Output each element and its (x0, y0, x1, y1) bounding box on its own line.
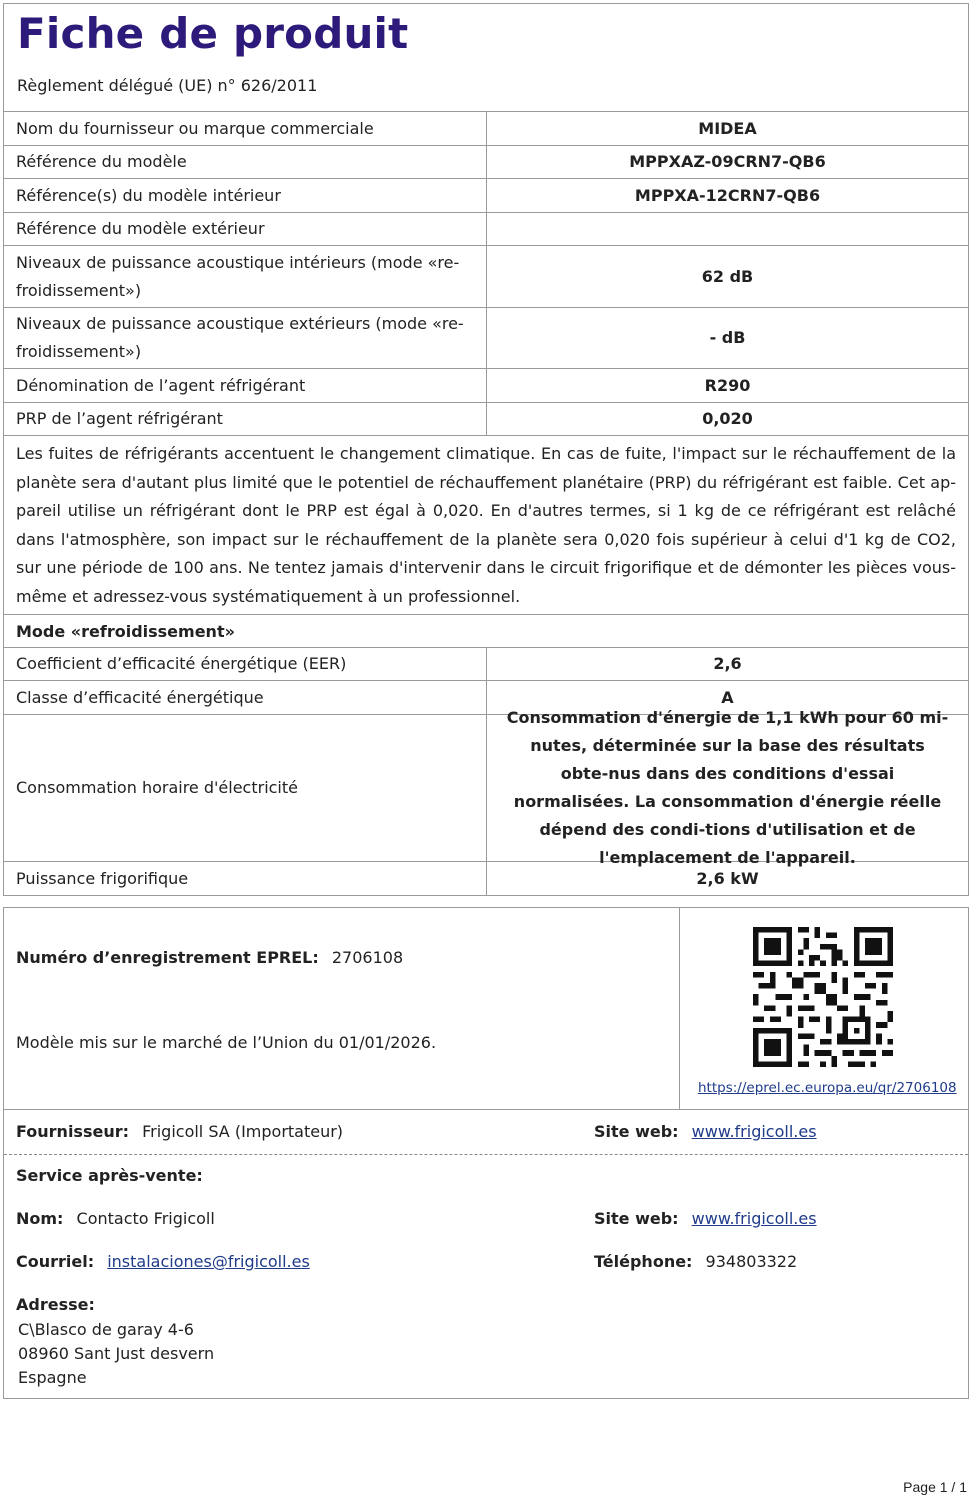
dashed-divider (4, 1154, 968, 1155)
spec-label: Nom du fournisseur ou marque commerciale (4, 112, 487, 145)
eprel-section (4, 908, 968, 1110)
spec-row-outdoor-sound (4, 308, 968, 369)
registration-and-contact-box (3, 907, 969, 1399)
address-line-3: Espagne (18, 1368, 87, 1387)
spec-row-gwp (4, 403, 968, 436)
page-number: Page 1 / 1 (903, 1479, 967, 1495)
spec-value: Consommation d'énergie de 1,1 kWh pour 60 mi-nutes, déterminée sur la base des résultats obte-nus dans des conditions d'essai normalisées. La consommation d'énergie réelle dépend des condi-tions d'utilisation et de l'emplacement de l'appareil. (506, 708, 949, 867)
supplier-web-label: Site web: (594, 1122, 679, 1141)
spec-label: PRP de l’agent réfrigérant (4, 403, 487, 435)
supplier-name: Frigicoll SA (Importateur) (142, 1122, 344, 1141)
regulation-reference: Règlement délégué (UE) n° 626/2011 (4, 60, 968, 112)
cooling-mode-heading: Mode «refroidissement» (4, 615, 968, 648)
supplier-label: Fournisseur: (16, 1122, 130, 1141)
after-sales-phone: 934803322 (705, 1252, 798, 1271)
spec-value: R290 (704, 375, 751, 395)
after-sales-name-label: Nom: (16, 1209, 64, 1228)
qr-code-icon (753, 927, 893, 1067)
address-label: Adresse: (16, 1295, 95, 1314)
spec-row-outdoor-model (4, 213, 968, 246)
spec-label: Consommation horaire d'électricité (4, 715, 487, 861)
address-line-1: C\Blasco de garay 4-6 (18, 1320, 194, 1339)
spec-value: MPPXAZ-09CRN7-QB6 (629, 152, 826, 171)
after-sales-email-label: Courriel: (16, 1252, 95, 1271)
eprel-label: Numéro d’enregistrement EPREL: (16, 948, 319, 967)
spec-value: 2,6 kW (696, 868, 759, 888)
spec-label: Niveaux de puissance acoustique extérieurs (mode «re-froidissement») (4, 308, 487, 368)
spec-label: Référence(s) du modèle intérieur (4, 179, 487, 212)
address-line-2: 08960 Sant Just desvern (18, 1344, 215, 1363)
market-date: Modèle mis sur le marché de l’Union du 01/01/2026. (16, 1033, 437, 1052)
after-sales-web-label: Site web: (594, 1209, 679, 1228)
spec-value: MIDEA (698, 118, 757, 138)
spec-label: Puissance frigorifique (4, 862, 487, 895)
spec-row-indoor-model (4, 179, 968, 213)
after-sales-name-line (16, 1209, 215, 1228)
spec-value (487, 213, 968, 245)
qr-link[interactable]: https://eprel.ec.europa.eu/qr/2706108 (698, 1080, 957, 1096)
spec-value: 2,6 (713, 654, 742, 673)
spec-row-refrigerant (4, 369, 968, 403)
spec-value: 0,020 (702, 409, 753, 428)
spec-label: Niveaux de puissance acoustique intérieurs (mode «re-froidissement») (4, 246, 487, 307)
after-sales-email-line (16, 1252, 310, 1271)
supplier-web-link[interactable]: www.frigicoll.es (691, 1122, 817, 1141)
after-sales-email-link[interactable]: instalaciones@frigicoll.es (107, 1252, 310, 1271)
spec-label: Référence du modèle extérieur (4, 213, 487, 245)
eprel-info (4, 908, 680, 1109)
qr-panel (680, 908, 968, 1109)
spec-row-indoor-sound (4, 246, 968, 308)
spec-label: Dénomination de l’agent réfrigérant (4, 369, 487, 402)
supplier-line (16, 1122, 343, 1141)
spec-row-supplier (4, 112, 968, 146)
cooling-row-eer (4, 648, 968, 681)
after-sales-title: Service après-vente: (16, 1166, 203, 1185)
spec-label: Coefficient d’efficacité énergétique (EER) (4, 648, 487, 680)
after-sales-phone-line (594, 1252, 797, 1271)
spec-label: Référence du modèle (4, 146, 487, 178)
after-sales-phone-label: Téléphone: (594, 1252, 693, 1271)
refrigerant-notice: Les fuites de réfrigérants accentuent le changement climatique. En cas de fuite, l'impact sur le réchauffement de la planète sera d'autant plus limité que le potentiel de réchauffement planétaire (PRP) du réfrigérant est faible. Cet ap-pareil utilise un réfrigérant dont le PRP est égal à 0,020. En d'autres termes, si 1 kg de ce réfrigérant est relâché dans l'atmosphère, son impact sur le réchauffement de la planète sera 0,020 fois supérieur à celui d'1 kg de CO2, sur une période de 100 ans. Ne tentez jamais d'intervenir dans le circuit frigorifique et de démonter les pièces vous-même et adressez-vous systématiquement à un professionnel. (4, 436, 968, 615)
eprel-number-line (16, 948, 403, 967)
cooling-row-capacity (4, 862, 968, 895)
eprel-number: 2706108 (331, 948, 404, 967)
supplier-web-line (594, 1122, 817, 1141)
spec-value: - dB (709, 328, 746, 347)
spec-label: Classe d’efficacité énergétique (4, 681, 487, 714)
after-sales-name: Contacto Frigicoll (76, 1209, 215, 1228)
cooling-row-consumption (4, 708, 968, 867)
after-sales-web-line (594, 1209, 817, 1228)
spec-row-model (4, 146, 968, 179)
spec-value: MPPXA-12CRN7-QB6 (634, 185, 821, 205)
product-sheet (3, 3, 969, 896)
spec-value: 62 dB (701, 266, 754, 286)
after-sales-web-link[interactable]: www.frigicoll.es (691, 1209, 817, 1228)
page-title: Fiche de produit (17, 9, 409, 58)
spec-value: A (721, 687, 734, 707)
